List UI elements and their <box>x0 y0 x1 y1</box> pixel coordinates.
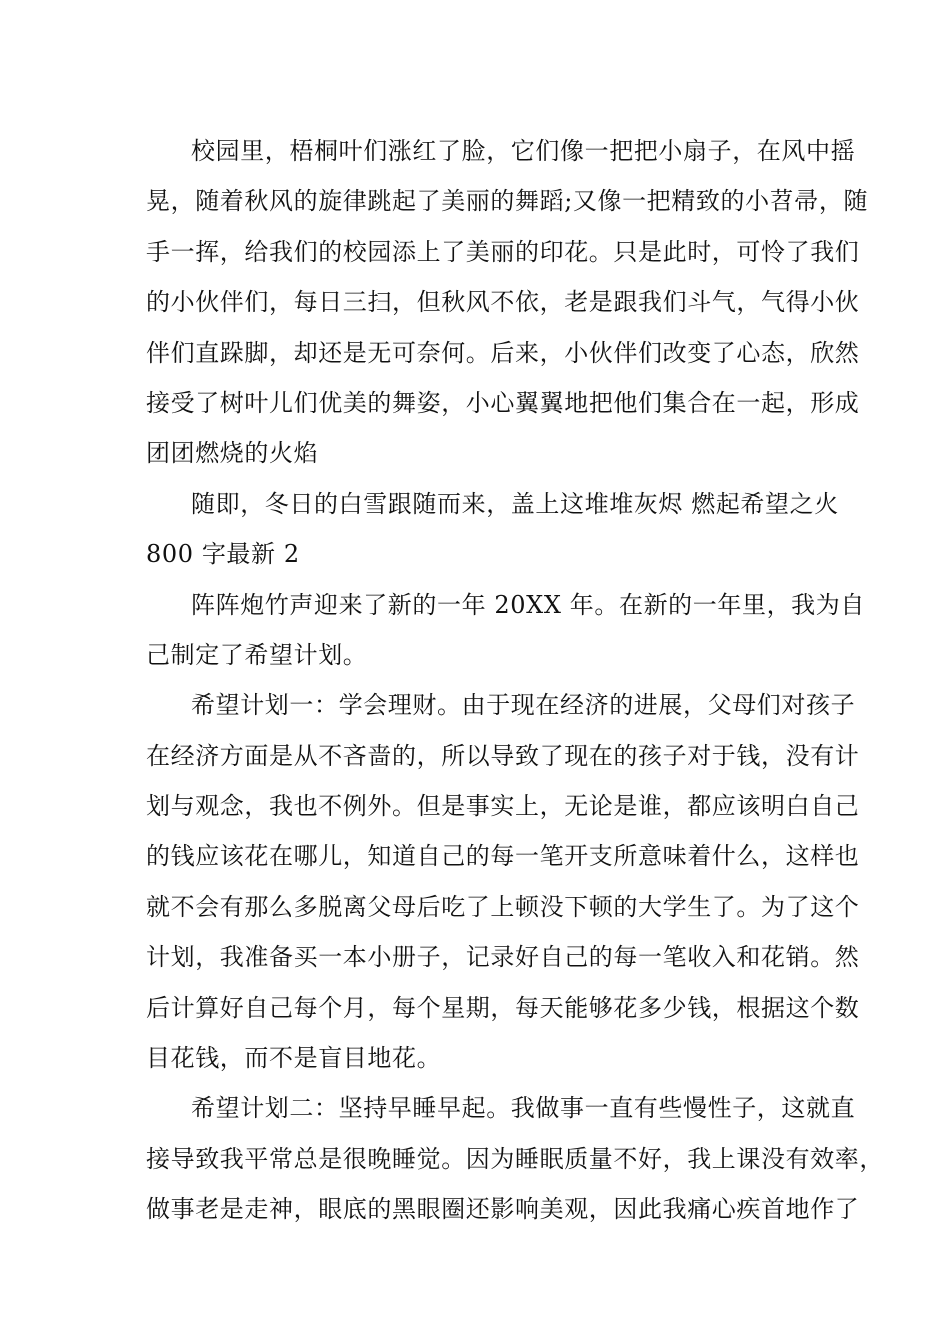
text-line: 后计算好自己每个月，每个星期，每天能够花多少钱，根据这个数 <box>146 993 860 1022</box>
text-line: 接受了树叶儿们优美的舞姿，小心翼翼地把他们集合在一起，形成 <box>146 388 860 417</box>
text-line: 计划，我准备买一本小册子，记录好自己的每一笔收入和花销。然 <box>146 943 860 972</box>
text-line: 800 字最新 2 <box>146 540 300 569</box>
text-line: 就不会有那么多脱离父母后吃了上顿没下顿的大学生了。为了这个 <box>146 892 860 921</box>
document-body <box>146 126 884 1235</box>
text-line: 伴们直跺脚，却还是无可奈何。后来，小伙伴们改变了心态，欣然 <box>146 338 860 367</box>
text-line: 希望计划二：坚持早睡早起。我做事一直有些慢性子，这就直 <box>191 1094 856 1123</box>
text-line: 的小伙伴们，每日三扫，但秋风不依，老是跟我们斗气，气得小伙 <box>146 288 860 317</box>
text-line: 己制定了希望计划。 <box>146 640 368 669</box>
text-line: 做事老是走神，眼底的黑眼圈还影响美观，因此我痛心疾首地作了 <box>146 1195 860 1224</box>
text-line: 在经济方面是从不吝啬的，所以导致了现在的孩子对于钱，没有计 <box>146 741 860 770</box>
text-line: 目花钱，而不是盲目地花。 <box>146 1044 442 1073</box>
text-line: 团团燃烧的火焰 <box>146 439 319 468</box>
text-line: 阵阵炮竹声迎来了新的一年 20XX 年。在新的一年里，我为自 <box>191 590 865 619</box>
text-line: 的钱应该花在哪儿，知道自己的每一笔开支所意味着什么，这样也 <box>146 842 860 871</box>
text-line: 手一挥，给我们的校园添上了美丽的印花。只是此时，可怜了我们 <box>146 237 860 266</box>
text-line: 划与观念，我也不例外。但是事实上，无论是谁，都应该明白自己 <box>146 792 860 821</box>
text-line: 校园里，梧桐叶们涨红了脸，它们像一把把小扇子，在风中摇 <box>191 137 856 165</box>
text-line: 希望计划一：学会理财。由于现在经济的进展，父母们对孩子 <box>191 691 856 720</box>
text-line: 接导致我平常总是很晚睡觉。因为睡眠质量不好，我上课没有效率， <box>146 1144 884 1173</box>
text-line: 随即，冬日的白雪跟随而来，盖上这堆堆灰烬 燃起希望之火 <box>191 489 839 518</box>
text-line: 晃，随着秋风的旋律跳起了美丽的舞蹈;又像一把精致的小苕帚，随 <box>146 187 869 216</box>
